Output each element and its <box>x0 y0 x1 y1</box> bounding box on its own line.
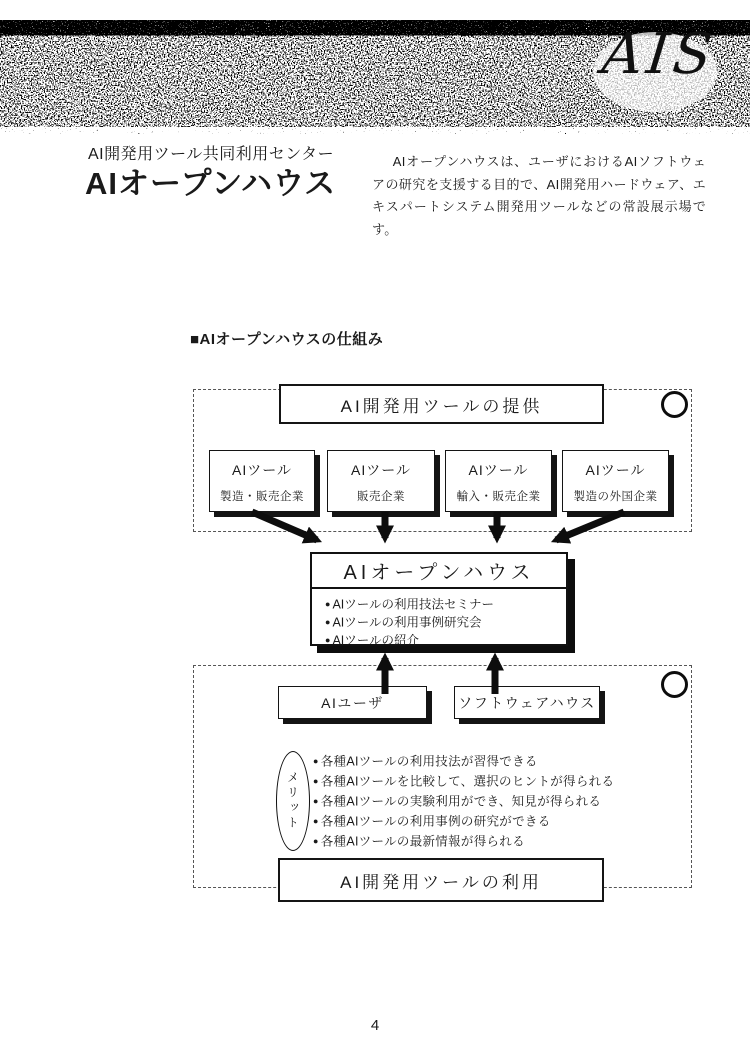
open-house-activities <box>312 589 566 650</box>
supplier-line1: AIツール <box>468 462 529 478</box>
supplier-line2: 輸入・販売企業 <box>456 491 541 503</box>
list-item: ● 各種AIツールを比較して、選択のヒントが得られる <box>313 774 615 789</box>
bullet-icon: ● <box>325 635 331 645</box>
corner-circle-icon <box>661 391 688 418</box>
merit-ellipse <box>276 751 310 851</box>
bullet-icon: ● <box>313 756 319 766</box>
bullet-icon: ● <box>325 599 331 609</box>
page-number: 4 <box>370 1017 380 1034</box>
corner-circle-icon <box>661 671 688 698</box>
supplier-line2: 製造の外国企業 <box>573 491 658 503</box>
intro-paragraph: AIオープンハウスは、ユーザにおけるAIソフトウェアの研究を支援する目的で、AI開発用ハードウェア、エキスパートシステム開発用ツールなどの常設展示場です。 <box>372 154 706 237</box>
supplier-box <box>445 450 552 512</box>
use-title-box: AI開発用ツールの利用 <box>278 858 604 902</box>
supplier-line1: AIツール <box>351 462 411 478</box>
supplier-line1: AIツール <box>585 462 646 478</box>
supplier-box <box>327 450 435 512</box>
ais-logo: AIS <box>599 22 719 87</box>
software-house-box: ソフトウェアハウス <box>454 686 600 719</box>
merit-label: メリット <box>285 771 300 831</box>
supplier-box <box>209 450 315 512</box>
list-item: ● AIツールの利用技法セミナー <box>325 597 494 612</box>
list-item: ● 各種AIツールの実験利用ができ、知見が得られる <box>313 794 602 809</box>
open-house-box <box>310 552 568 646</box>
bullet-icon: ● <box>313 775 319 786</box>
bullet-icon: ● <box>313 815 319 826</box>
merit-list <box>313 752 614 852</box>
open-house-title: AIオープンハウス <box>312 554 566 589</box>
bullet-icon: ● <box>325 617 331 627</box>
list-item: ● 各種AIツールの利用技法が習得できる <box>313 754 538 769</box>
supplier-line2: 製造・販売企業 <box>220 491 304 503</box>
ai-user-box: AIユーザ <box>278 686 427 719</box>
list-item: ● AIツールの紹介 <box>325 633 419 648</box>
list-item: ● 各種AIツールの最新情報が得られる <box>313 834 525 849</box>
page-title: AIオープンハウス <box>85 166 337 201</box>
page-supertitle: AI開発用ツール共同利用センター <box>88 146 335 163</box>
bullet-icon: ● <box>313 795 319 806</box>
section-heading: ■AIオープンハウスの仕組み <box>190 331 384 348</box>
supplier-box <box>562 450 669 512</box>
provide-title-box: AI開発用ツールの提供 <box>279 384 604 424</box>
supplier-line1: AIツール <box>232 462 292 478</box>
bullet-icon: ● <box>313 835 319 846</box>
supplier-line2: 販売企業 <box>357 491 405 503</box>
list-item: ● 各種AIツールの利用事例の研究ができる <box>313 814 551 829</box>
list-item: ● AIツールの利用事例研究会 <box>325 615 482 630</box>
